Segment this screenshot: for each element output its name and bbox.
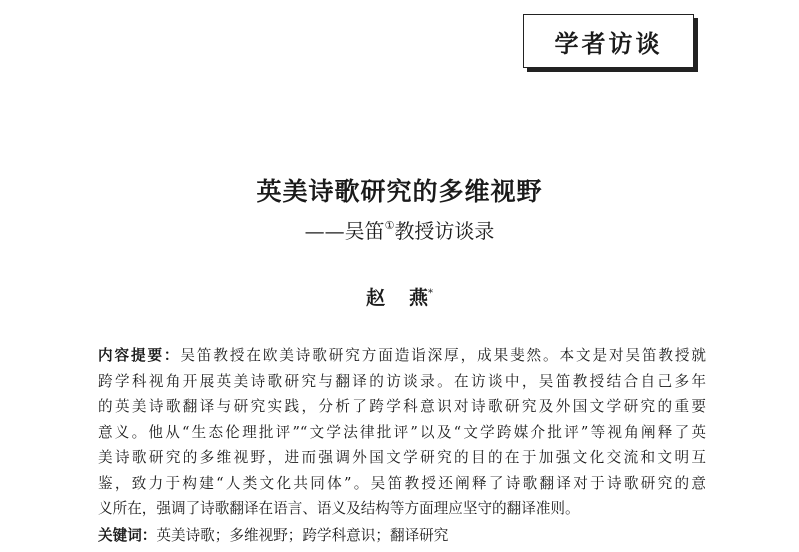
abstract-line: 美诗歌研究的多维视野，进而强调外国文学研究的目的在于加强文化交流和文明互 <box>98 449 706 466</box>
abstract-line: 跨学科视角开展英美诗歌研究与翻译的访谈录。在访谈中，吴笛教授结合自己多年 <box>98 372 706 390</box>
column-label-box <box>523 14 694 68</box>
column-label: 学者访谈 <box>554 29 663 58</box>
abstract <box>98 343 706 522</box>
abstract-line: 义所在，强调了诗歌翻译在语言、语义及结构等方面理应坚守的翻译准则。 <box>98 500 580 517</box>
keyword-item: 跨学科意识 <box>302 527 376 544</box>
subtitle-prefix: ——吴笛 <box>304 219 385 243</box>
keyword-separator: ； <box>287 527 303 544</box>
abstract-line <box>98 343 706 369</box>
subtitle-suffix: 教授访谈录 <box>394 219 495 243</box>
keywords <box>98 523 448 548</box>
author-line <box>0 283 799 310</box>
abstract-line-text: 吴笛教授在欧美诗歌研究方面造诣深厚，成果斐然。本文是对吴笛教授就 <box>180 347 706 364</box>
author-footnote-marker: * <box>428 288 434 299</box>
keyword-item: 英美诗歌 <box>156 527 215 544</box>
author-surname: 赵 <box>365 287 385 309</box>
keyword-item: 翻译研究 <box>389 527 449 544</box>
keyword-separator: ； <box>214 527 230 544</box>
abstract-label: 内容提要： <box>98 347 181 364</box>
keyword-separator: ； <box>375 527 390 544</box>
abstract-line: 意义。他从“生态伦理批评”“文学法律批评”以及“文学跨媒介批评”等视角阐释了英 <box>98 423 706 441</box>
author-given-name: 燕 <box>409 287 429 309</box>
abstract-line: 的英美诗歌翻译与研究实践，分析了跨学科意识对诗歌研究及外国文学研究的重要 <box>98 398 706 415</box>
article-title: 英美诗歌研究的多维视野 <box>256 177 543 206</box>
keywords-label: 关键词： <box>98 527 157 544</box>
keyword-item: 多维视野 <box>229 527 288 544</box>
abstract-line: 鉴，致力于构建“人类文化共同体”。吴笛教授还阐释了诗歌翻译对于诗歌研究的意 <box>98 474 706 492</box>
footnote-marker: ① <box>384 219 395 232</box>
article-subtitle <box>0 215 799 244</box>
